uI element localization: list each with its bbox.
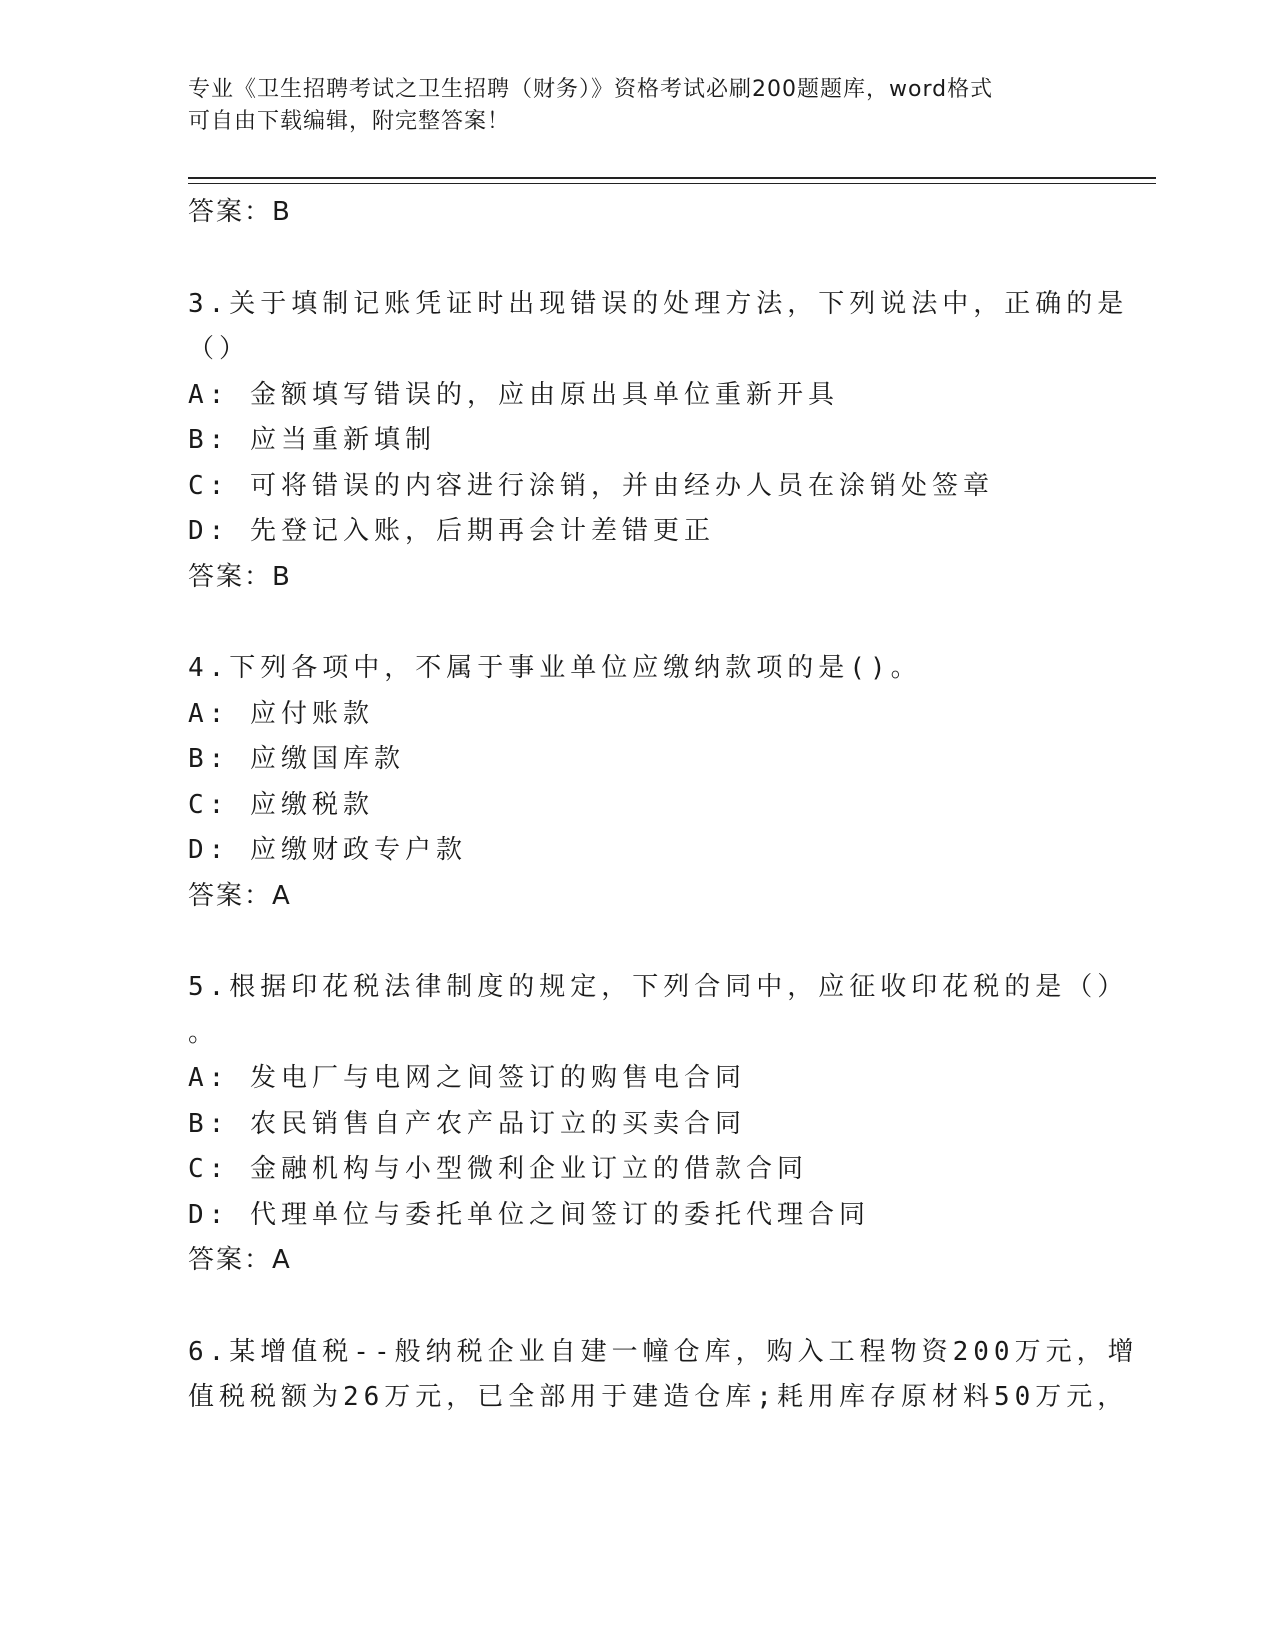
question-4-option-b: B: 应缴国库款 — [188, 744, 405, 774]
header-line-1: 专业《卫生招聘考试之卫生招聘（财务）》资格考试必刷200题题库，word格式 — [188, 77, 994, 102]
header-line-2: 可自由下载编辑，附完整答案！ — [188, 109, 511, 134]
question-5-option-d: D: 代理单位与委托单位之间签订的委托代理合同 — [188, 1199, 870, 1230]
question-2-answer: 答案：B — [188, 197, 292, 227]
question-3-stem-line-1: 3.关于填制记账凭证时出现错误的处理方法，下列说法中，正确的是 — [188, 288, 1129, 319]
question-5 — [188, 965, 1129, 1284]
question-5-option-a: A: 发电厂与电网之间签订的购售电合同 — [188, 1063, 746, 1093]
spacer — [188, 919, 1088, 965]
question-6 — [188, 1330, 1139, 1421]
header-divider-thin — [188, 183, 1156, 184]
question-5-option-b: B: 农民销售自产农产品订立的买卖合同 — [188, 1108, 746, 1139]
document-header — [188, 74, 1068, 138]
question-3-stem-line-2: （） — [188, 334, 251, 364]
question-4 — [188, 646, 1088, 919]
question-3-option-c: C: 可将错误的内容进行涂销，并由经办人员在涂销处签章 — [188, 470, 994, 501]
question-3-option-d: D: 先登记入账，后期再会计差错更正 — [188, 516, 715, 546]
question-6-stem-line-1: 6.某增值税--般纳税企业自建一幢仓库，购入工程物资200万元，增 — [188, 1336, 1139, 1367]
question-4-option-c: C: 应缴税款 — [188, 789, 374, 820]
question-4-option-a: A: 应付账款 — [188, 698, 374, 729]
question-4-answer: 答案：A — [188, 880, 292, 911]
question-3-option-a: A: 金额填写错误的，应由原出具单位重新开具 — [188, 379, 839, 410]
question-3 — [188, 282, 1129, 601]
question-5-stem-line-1: 5.根据印花税法律制度的规定，下列合同中，应征收印花税的是（） — [188, 972, 1129, 1002]
question-3-answer: 答案：B — [188, 561, 292, 592]
question-6-stem-line-2: 值税税额为26万元，已全部用于建造仓库;耗用库存原材料50万元， — [188, 1382, 1129, 1412]
spacer — [188, 600, 1088, 646]
question-4-option-d: D: 应缴财政专户款 — [188, 835, 467, 865]
question-4-stem-line-1: 4.下列各项中，不属于事业单位应缴纳款项的是()。 — [188, 653, 922, 683]
header-divider-thick — [188, 177, 1156, 179]
spacer — [188, 1284, 1088, 1330]
question-list — [188, 190, 1139, 1421]
question-5-stem-line-2: 。 — [188, 1017, 220, 1048]
question-5-option-c: C: 金融机构与小型微利企业订立的借款合同 — [188, 1154, 808, 1184]
spacer — [188, 236, 1088, 282]
question-5-answer: 答案：A — [188, 1245, 292, 1275]
question-3-option-b: B: 应当重新填制 — [188, 425, 436, 455]
